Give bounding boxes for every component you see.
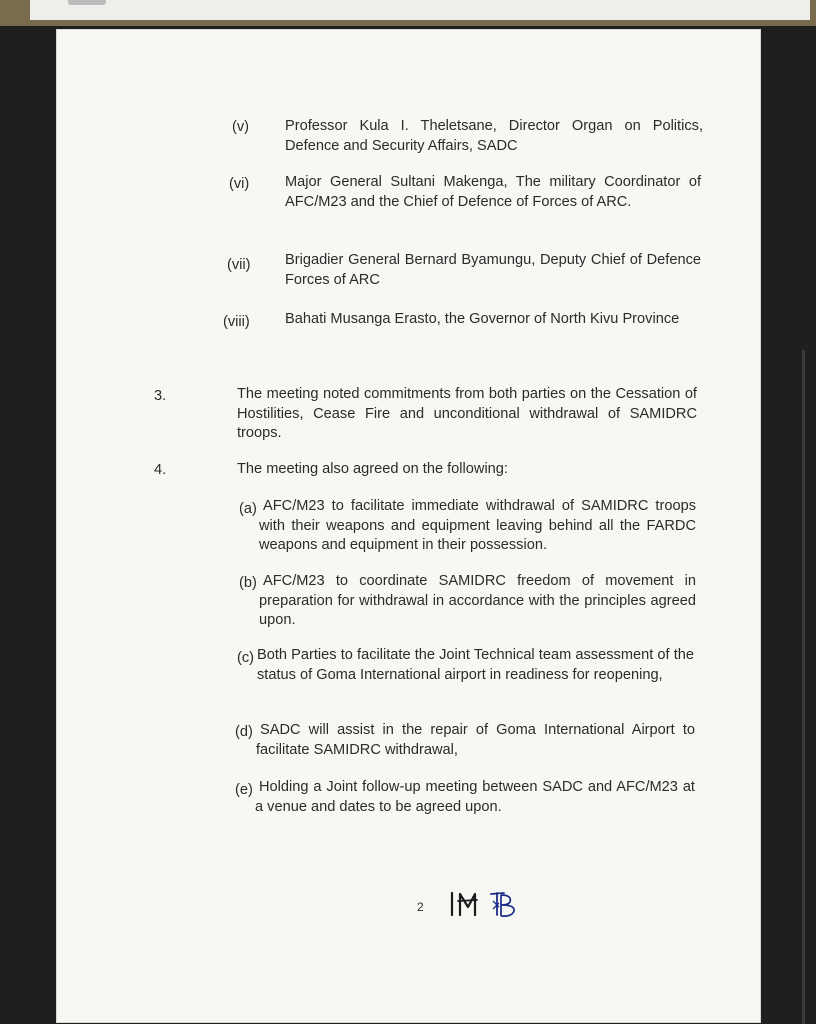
- agreement-label: (d): [235, 724, 253, 740]
- agreement-label: (a): [239, 501, 257, 517]
- agreement-label: (b): [239, 575, 257, 591]
- agreement-text: Holding a Joint follow-up meeting between SADC and AFC/M23 at a venue and dates to be agreed upon.: [255, 779, 695, 815]
- attendee-label: (v): [232, 119, 250, 135]
- agreement-text: SADC will assist in the repair of Goma International Airport to facilitate SAMIDRC withdrawal,: [256, 722, 695, 758]
- attendee-text: Brigadier General Bernard Byamungu, Deputy Chief of Defence Forces of ARC: [285, 252, 701, 288]
- page-number: 2: [417, 900, 424, 914]
- attendee-text: Professor Kula I. Theletsane, Director Organ on Politics, Defence and Security Affairs, SADC: [285, 118, 703, 154]
- previous-page-edge: [30, 0, 810, 20]
- paragraph-number: 4.: [154, 462, 167, 478]
- attendee-label: (vi): [229, 176, 250, 192]
- attendee-label: (vii): [227, 257, 251, 273]
- attendee-text: Major General Sultani Makenga, The military Coordinator of AFC/M23 and the Chief of Defence of Forces of ARC.: [285, 174, 701, 210]
- handwritten-initials-signature: [446, 885, 526, 925]
- paragraph-number: 3.: [154, 388, 167, 404]
- agreement-label: (e): [235, 782, 253, 798]
- previous-page-tab: [68, 0, 106, 5]
- agreement-text: Both Parties to facilitate the Joint Technical team assessment of the status of Goma International airport in readiness for reopening,: [257, 647, 694, 683]
- attendee-text: Bahati Musanga Erasto, the Governor of North Kivu Province: [285, 311, 680, 327]
- paragraph-text: The meeting also agreed on the following:: [237, 461, 508, 477]
- agreement-label: (c): [237, 650, 255, 666]
- right-edge-shadow: [802, 350, 805, 1024]
- attendee-label: (viii): [223, 314, 250, 330]
- paragraph-text: The meeting noted commitments from both parties on the Cessation of Hostilities, Cease Fire and unconditional withdrawal of SAMIDRC troops.: [237, 386, 697, 441]
- agreement-text: AFC/M23 to coordinate SAMIDRC freedom of movement in preparation for withdrawal in accordance with the principles agreed upon.: [259, 573, 696, 628]
- agreement-text: AFC/M23 to facilitate immediate withdrawal of SAMIDRC troops with their weapons and equipment leaving behind all the FARDC weapons and equipment in their possession.: [259, 498, 696, 553]
